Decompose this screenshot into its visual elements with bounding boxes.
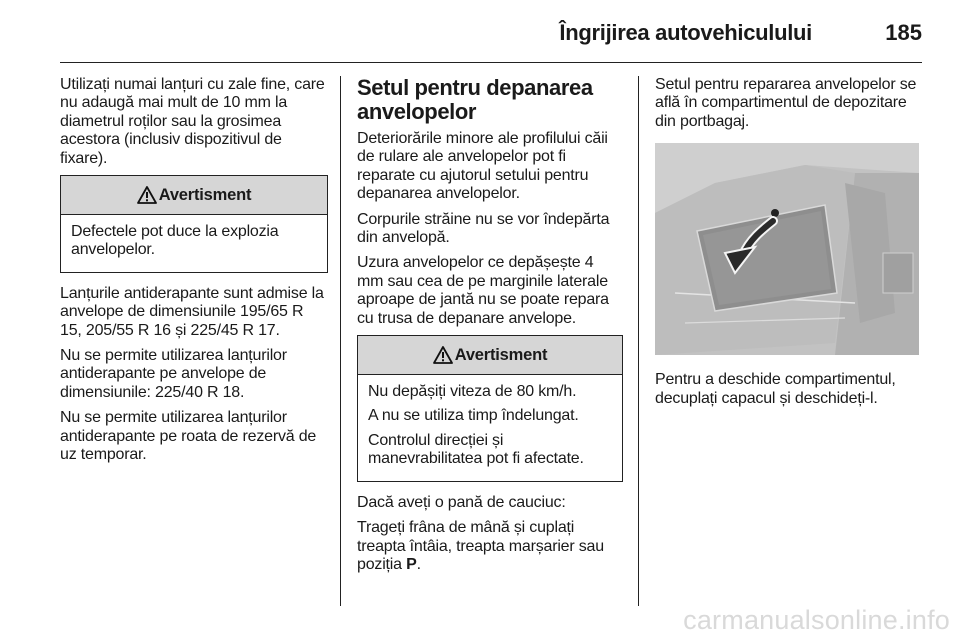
warning-box xyxy=(357,335,623,482)
paragraph: Nu se permite utilizarea lanțurilor antiderapante pe roata de rezervă de uz temporar. xyxy=(60,409,317,464)
paragraph-text: Trageți frâna de mână și cuplați treapta întâia, treapta marșarier sau poziția xyxy=(357,519,604,573)
paragraph: Deteriorările minore ale profilului căii de rulare ale anvelopelor pot fi reparate cu ajutorul setului pentru depanarea anvelopelor. xyxy=(357,130,608,203)
watermark: carmanualsonline.info xyxy=(683,605,950,635)
warning-body xyxy=(61,215,327,272)
paragraph: Lanțurile antiderapante sunt admise la anvelope de dimensiunile 195/65 R 15, 205/55 R 16 și 225/45 R 17. xyxy=(60,284,324,339)
warning-text: Nu depășiți viteza de 80 km/h. xyxy=(368,383,577,401)
paragraph: Nu se permite utilizarea lanțurilor antiderapante pe anvelope de dimensiunile: 225/40 R 18. xyxy=(60,347,287,401)
paragraph: Uzura anvelopelor ce depășește 4 mm sau cea de pe marginile laterale aproape de jantă nu se poate repara cu trusa de depanare anvelope. xyxy=(357,254,609,327)
gear-position: P xyxy=(406,555,417,573)
warning-box xyxy=(60,175,328,273)
warning-text: Defectele pot duce la explozia anvelopelor. xyxy=(71,223,279,259)
page-number: 185 xyxy=(885,20,922,45)
warning-text: Controlul direcției și manevrabilitatea pot fi afectate. xyxy=(368,431,584,468)
column-divider xyxy=(638,76,639,606)
paragraph: Setul pentru repararea anvelopelor se află în compartimentul de depozitare din portbagaj. xyxy=(655,76,917,130)
column-divider xyxy=(340,76,341,606)
warning-label: Avertisment xyxy=(454,345,548,364)
warning-triangle-icon xyxy=(433,346,453,364)
section-title: Setul pentru depanarea anvelopelor xyxy=(357,75,593,124)
trunk-compartment-illustration xyxy=(655,143,919,355)
page-header xyxy=(60,14,922,63)
warning-label: Avertisment xyxy=(158,185,252,204)
paragraph: Dacă aveți o pană de cauciuc: xyxy=(357,493,566,511)
column-2 xyxy=(357,76,623,581)
warning-text: A nu se utiliza timp îndelungat. xyxy=(368,407,579,425)
paragraph-text: . xyxy=(416,555,421,573)
warning-triangle-icon xyxy=(137,186,157,204)
trunk-compartment-icon xyxy=(655,143,919,355)
header-title: Îngrijirea autovehiculului xyxy=(559,20,812,45)
paragraph: Pentru a deschide compartimentul, decuplați capacul și deschideți-l. xyxy=(655,371,896,407)
warning-body xyxy=(358,375,622,481)
column-3 xyxy=(655,76,920,415)
paragraph xyxy=(357,519,623,574)
paragraph: Utilizați numai lanțuri cu zale fine, care nu adaugă mai mult de 10 mm la diametrul roților sau la grosimea acestora (inclusiv dispozitivul de fixare). xyxy=(60,76,325,167)
warning-header xyxy=(61,176,327,215)
column-1 xyxy=(60,76,328,472)
paragraph: Corpurile străine nu se vor îndepărta din anvelopă. xyxy=(357,210,610,247)
warning-header xyxy=(358,336,622,375)
